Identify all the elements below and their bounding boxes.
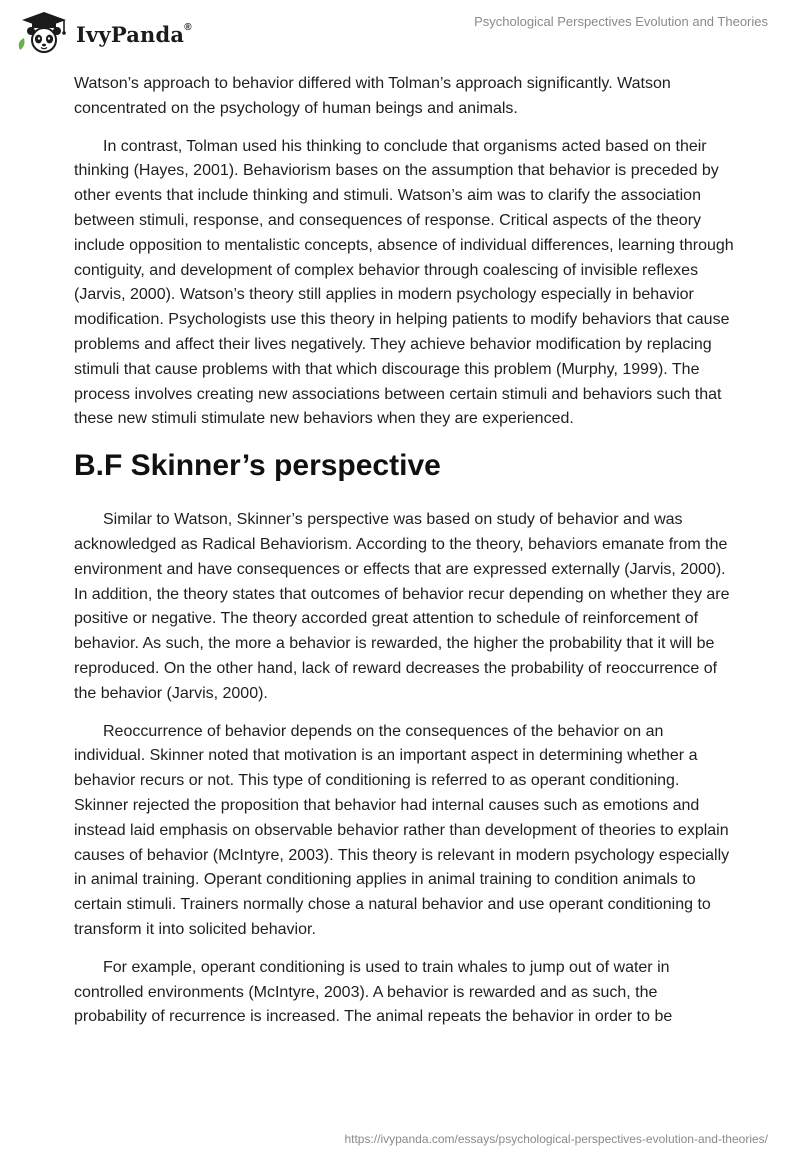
paragraph: Similar to Watson, Skinner’s perspective was based on study of behavior and was acknowledged as Radical Behaviorism. According to the theory, behaviors emanate from the environment and have consequences or effects that are expressed externally (Jarvis, 2000). In addition, the theory states that outcomes of behavior recur depending on whether they are positive or negative. The theory accorded great attention to schedule of reinforcement of behavior. As such, the more a behavior is rewarded, the higher the probability that it will be reproduced. On the other hand, lack of reward decreases the probability of reoccurrence of the behavior (Jarvis, 2000). [74, 511, 730, 702]
page-header [0, 0, 800, 62]
paragraph: Reoccurrence of behavior depends on the consequences of the behavior on an individual. Skinner noted that motivation is an important aspect in determining whether a behavior recurs or not. This type of conditioning is referred to as operant conditioning. Skinner rejected the proposition that behavior had internal causes such as emotions and instead laid emphasis on observable behavior rather than development of theories to explain causes of behavior (McIntyre, 2003). This theory is relevant in modern psychology especially in animal training. Operant conditioning applies in animal training to condition animals to certain stimuli. Trainers normally chose a natural behavior and use operant conditioning to transform it into solicited behavior. [74, 722, 730, 938]
paragraph: For example, operant conditioning is used to train whales to jump out of water in controlled environments (McIntyre, 2003). A behavior is rewarded and as such, the probability of recurrence is increased. The animal repeats the behavior in order to be [74, 958, 673, 1026]
ivypanda-logo[interactable] [14, 10, 192, 54]
panda-graduate-icon [14, 10, 70, 54]
document-title: Psychological Perspectives Evolution and Theories [474, 14, 768, 29]
section-heading: B.F Skinner’s perspective [74, 449, 441, 483]
brand-name: IvyPanda® [76, 21, 192, 47]
registered-mark: ® [184, 21, 192, 33]
source-url[interactable]: https://ivypanda.com/essays/psychological-perspectives-evolution-and-theories/ [344, 1132, 768, 1146]
paragraph: Watson’s approach to behavior differed with Tolman’s approach significantly. Watson concentrated on the psychology of human beings and animals. [74, 75, 671, 117]
paragraph: In contrast, Tolman used his thinking to conclude that organisms acted based on their thinking (Hayes, 2001). Behaviorism bases on the assumption that behavior is preceded by other events that include thinking and stimuli. Watson’s aim was to clarify the association between stimuli, response, and consequences of response. Critical aspects of the theory include opposition to mentalistic concepts, absence of individual differences, learning through contiguity, and development of complex behavior through coalescing of invisible reflexes (Jarvis, 2000). Watson’s theory still applies in modern psychology especially in behavior modification. Psychologists use this theory in helping patients to modify behaviors that cause problems and affect their lives negatively. They achieve behavior modification by replacing stimuli that cause problems with that which discourage this problem (Murphy, 1999). The process involves creating new associations between certain stimuli and behaviors such that these new stimuli stimulate new behaviors when they are experienced. [74, 137, 734, 428]
essay-body [74, 72, 734, 1043]
